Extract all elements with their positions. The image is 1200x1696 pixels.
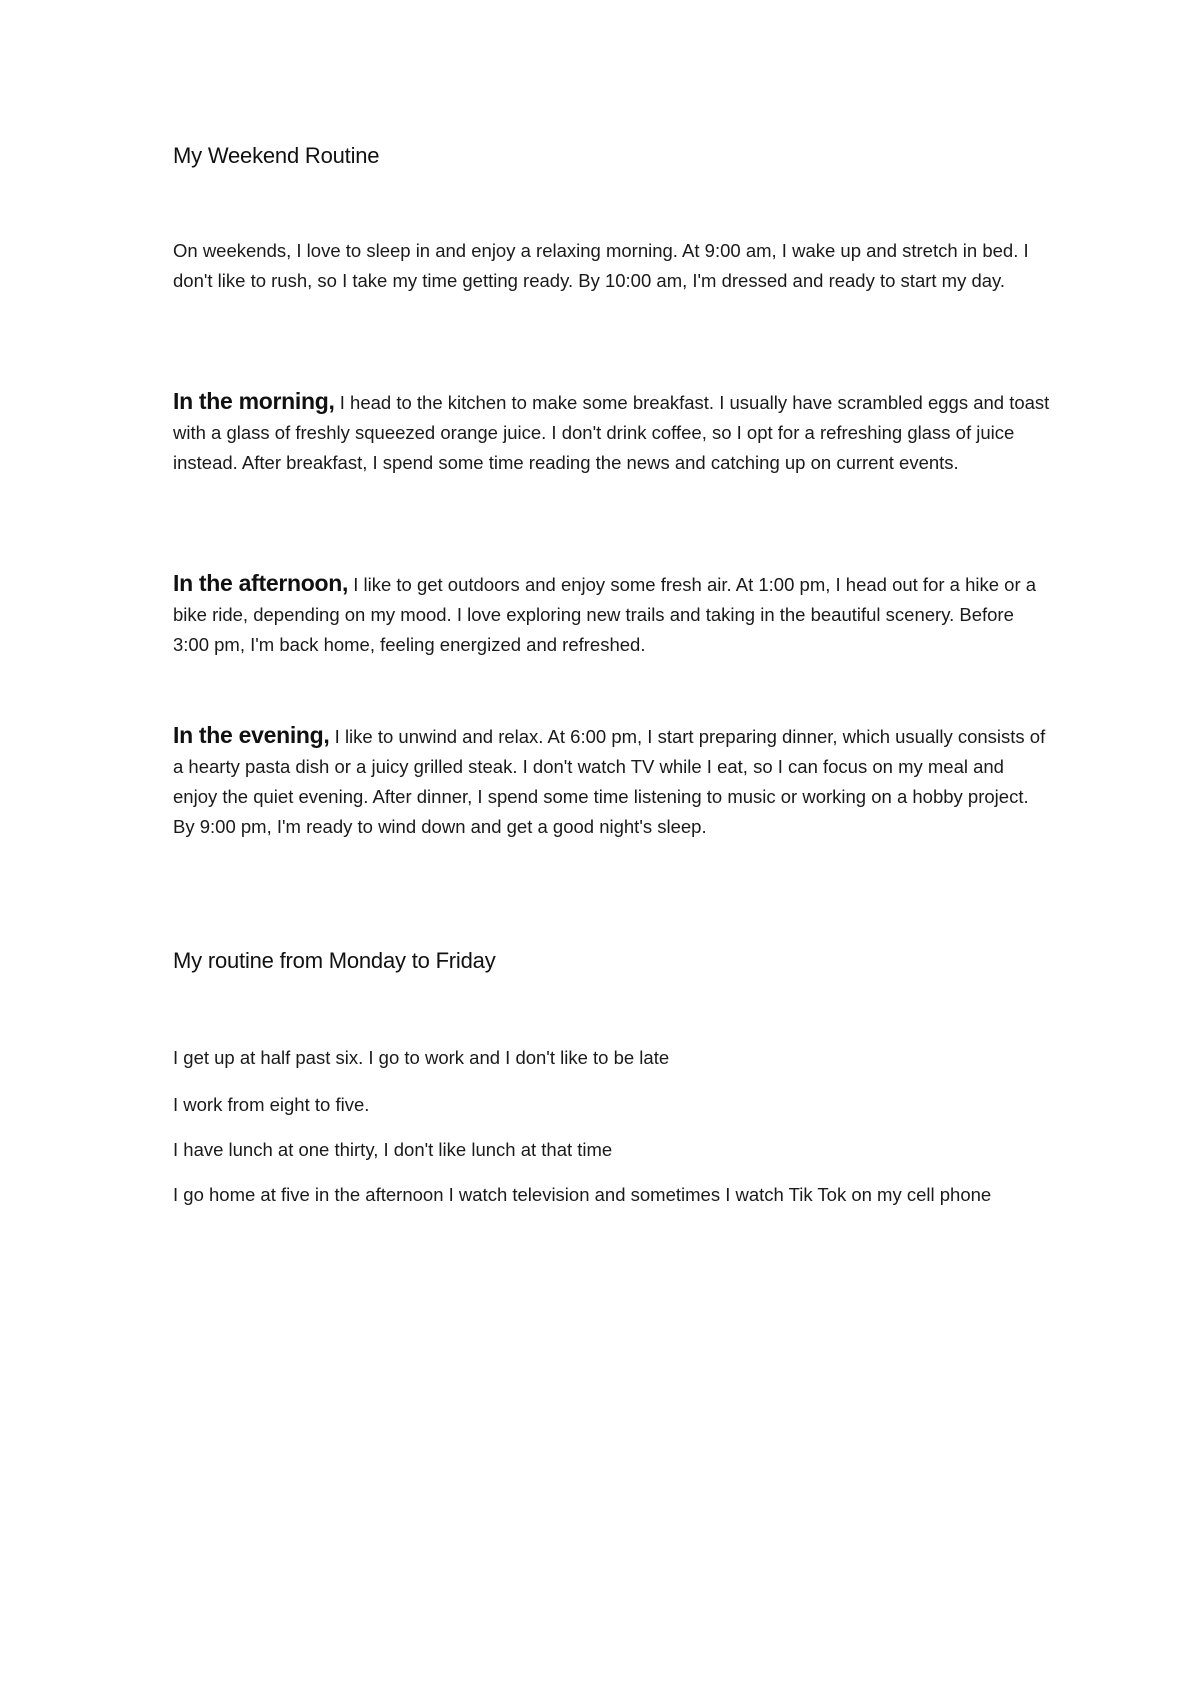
- morning-text: I head to the kitchen to make some breakfast. I usually have scrambled eggs and toast with a glass of freshly squeezed orange juice. I don't drink coffee, so I opt for a refreshing glass of juice instead. After breakfast, I spend some time reading the news and catching up on current events.: [173, 392, 1050, 473]
- evening-lead: In the evening,: [173, 722, 330, 748]
- afternoon-text: I like to get outdoors and enjoy some fresh air. At 1:00 pm, I head out for a hike or a bike ride, depending on my mood. I love exploring new trails and taking in the beautiful scenery. Before 3:00 pm, I'm back home, feeling energized and refreshed.: [173, 574, 1037, 655]
- weekend-intro-paragraph: On weekends, I love to sleep in and enjoy a relaxing morning. At 9:00 am, I wake up and stretch in bed. I don't like to rush, so I take my time getting ready. By 10:00 am, I'm dressed and ready to start my day.: [173, 240, 1029, 291]
- weekend-title: My Weekend Routine: [173, 143, 380, 168]
- weekday-title: My routine from Monday to Friday: [173, 948, 496, 973]
- weekday-line: I work from eight to five.: [173, 1094, 370, 1115]
- evening-text: I like to unwind and relax. At 6:00 pm, I start preparing dinner, which usually consists of a hearty pasta dish or a juicy grilled steak. I don't watch TV while I eat, so I can focus on my meal and enjoy the quiet evening. After dinner, I spend some time listening to music or working on a hobby project. By 9:00 pm, I'm ready to wind down and get a good night's sleep.: [173, 726, 1046, 837]
- morning-lead: In the morning,: [173, 388, 335, 414]
- afternoon-lead: In the afternoon,: [173, 570, 349, 596]
- morning-paragraph: [173, 386, 1053, 478]
- afternoon-paragraph: [173, 568, 1053, 660]
- evening-paragraph: [173, 720, 1053, 842]
- weekday-line: I get up at half past six. I go to work and I don't like to be late: [173, 1047, 670, 1068]
- weekday-line: I go home at five in the afternoon I watch television and sometimes I watch Tik Tok on my cell phone: [173, 1184, 992, 1205]
- weekday-line: I have lunch at one thirty, I don't like lunch at that time: [173, 1139, 613, 1160]
